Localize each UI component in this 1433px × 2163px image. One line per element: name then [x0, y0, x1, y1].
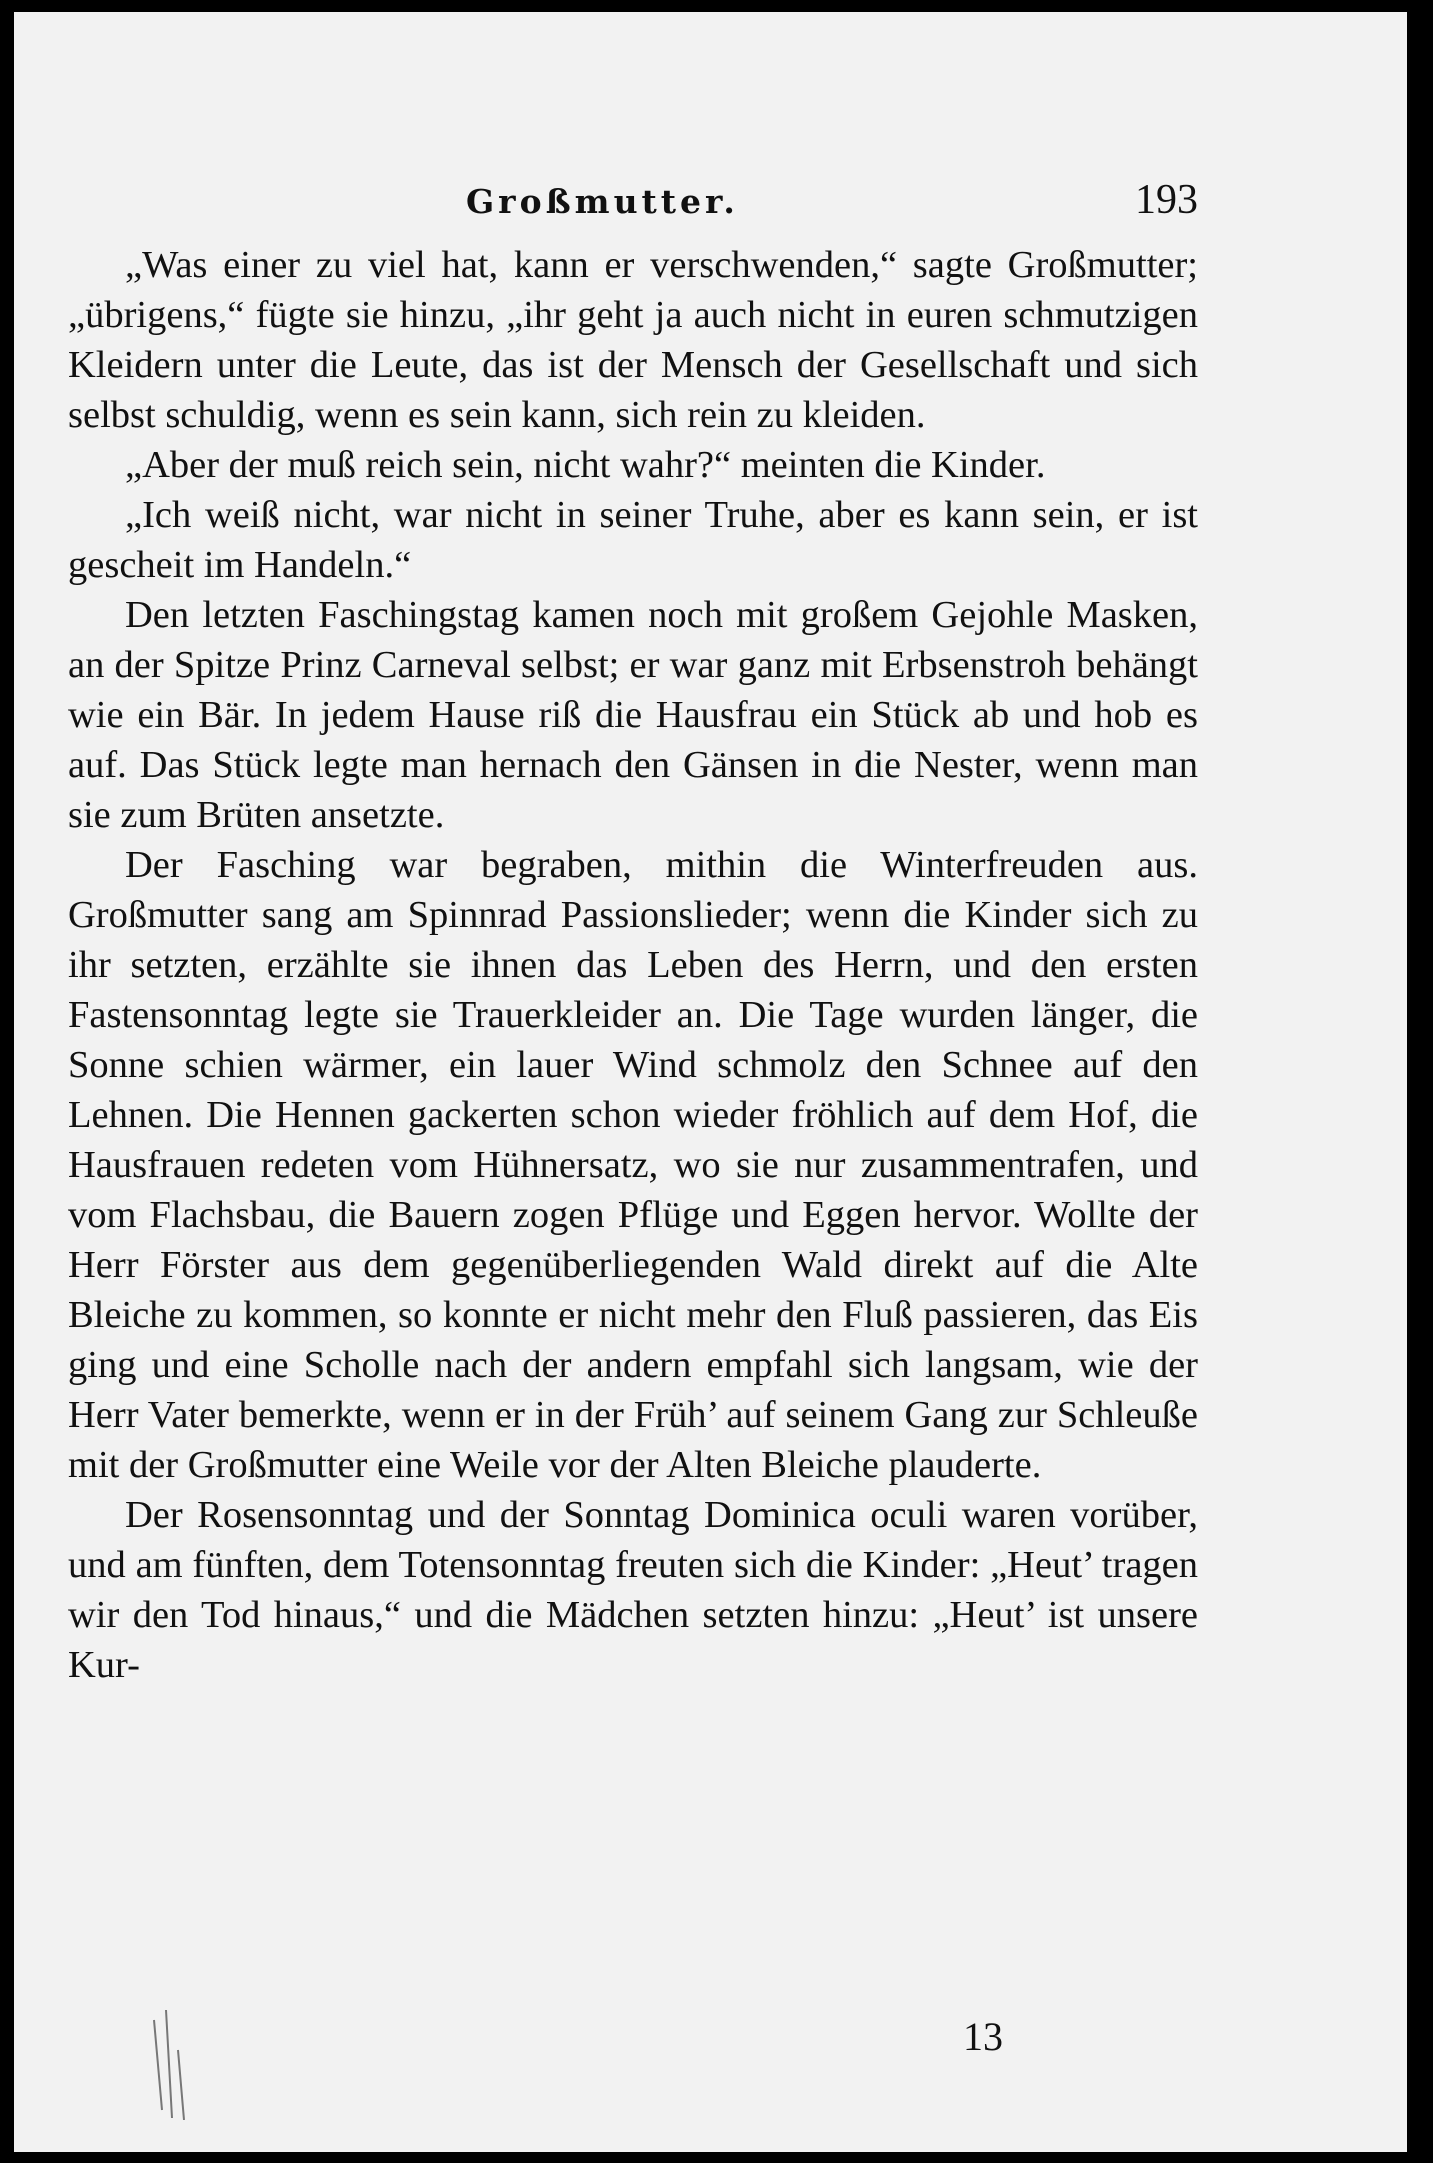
- page-header: [68, 168, 1198, 228]
- signature-mark: 13: [963, 2014, 1003, 2059]
- running-title: Großmutter.: [466, 182, 739, 221]
- paragraph: „Aber der muß reich sein, nicht wahr?“ meinten die Kinder.: [125, 444, 1046, 486]
- body-text: [68, 240, 1198, 1690]
- paragraph: „Was einer zu viel hat, kann er verschwenden,“ sagte Großmutter; „übrigens,“ fügte sie hinzu, „ihr geht ja auch nicht in euren schmutzigen Kleidern unter die Leute, das ist der Mensch der Gesellschaft und sich selbst schuldig, wenn es sein kann, sich rein zu kleiden.: [68, 244, 1198, 436]
- paragraph: Der Fasching war begraben, mithin die Winterfreuden aus. Großmutter sang am Spinnrad Passionslieder; wenn die Kinder sich zu ihr setzten, erzählte sie ihnen das Leben des Herrn, und den ersten Fastensonntag legte sie Trauerkleider an. Die Tage wurden länger, die Sonne schien wärmer, ein lauer Wind schmolz den Schnee auf den Lehnen. Die Hennen gackerten schon wieder fröhlich auf dem Hof, die Hausfrauen redeten vom Hühnersatz, wo sie nur zusammentrafen, und vom Flachsbau, die Bauern zogen Pflüge und Eggen hervor. Wollte der Herr Förster aus dem gegenüberliegenden Wald direkt auf die Alte Bleiche zu kommen, so konnte er nicht mehr den Fluß passieren, das Eis ging und eine Scholle nach der andern empfahl sich langsam, wie der Herr Vater bemerkte, wenn er in der Früh’ auf seinem Gang zur Schleuße mit der Großmutter eine Weile vor der Alten Bleiche plauderte.: [68, 844, 1198, 1486]
- pencil-marks: [148, 2010, 208, 2120]
- paragraph: Der Rosensonntag und der Sonntag Dominica oculi waren vorüber, und am fünften, dem Totensonntag freuten sich die Kinder: „Heut’ tragen wir den Tod hinaus,“ und die Mädchen setzten hinzu: „Heut’ ist unsere Kur-: [68, 1494, 1198, 1686]
- paragraph: Den letzten Faschingstag kamen noch mit großem Gejohle Masken, an der Spitze Prinz Carneval selbst; er war ganz mit Erbsenstroh behängt wie ein Bär. In jedem Hause riß die Hausfrau ein Stück ab und hob es auf. Das Stück legte man hernach den Gänsen in die Nester, wenn man sie zum Brüten ansetzte.: [68, 594, 1198, 836]
- scan-border: [1407, 0, 1433, 2163]
- paragraph: „Ich weiß nicht, war nicht in seiner Truhe, aber es kann sein, er ist gescheit im Handeln.“: [68, 494, 1198, 586]
- page-number: 193: [1135, 177, 1198, 223]
